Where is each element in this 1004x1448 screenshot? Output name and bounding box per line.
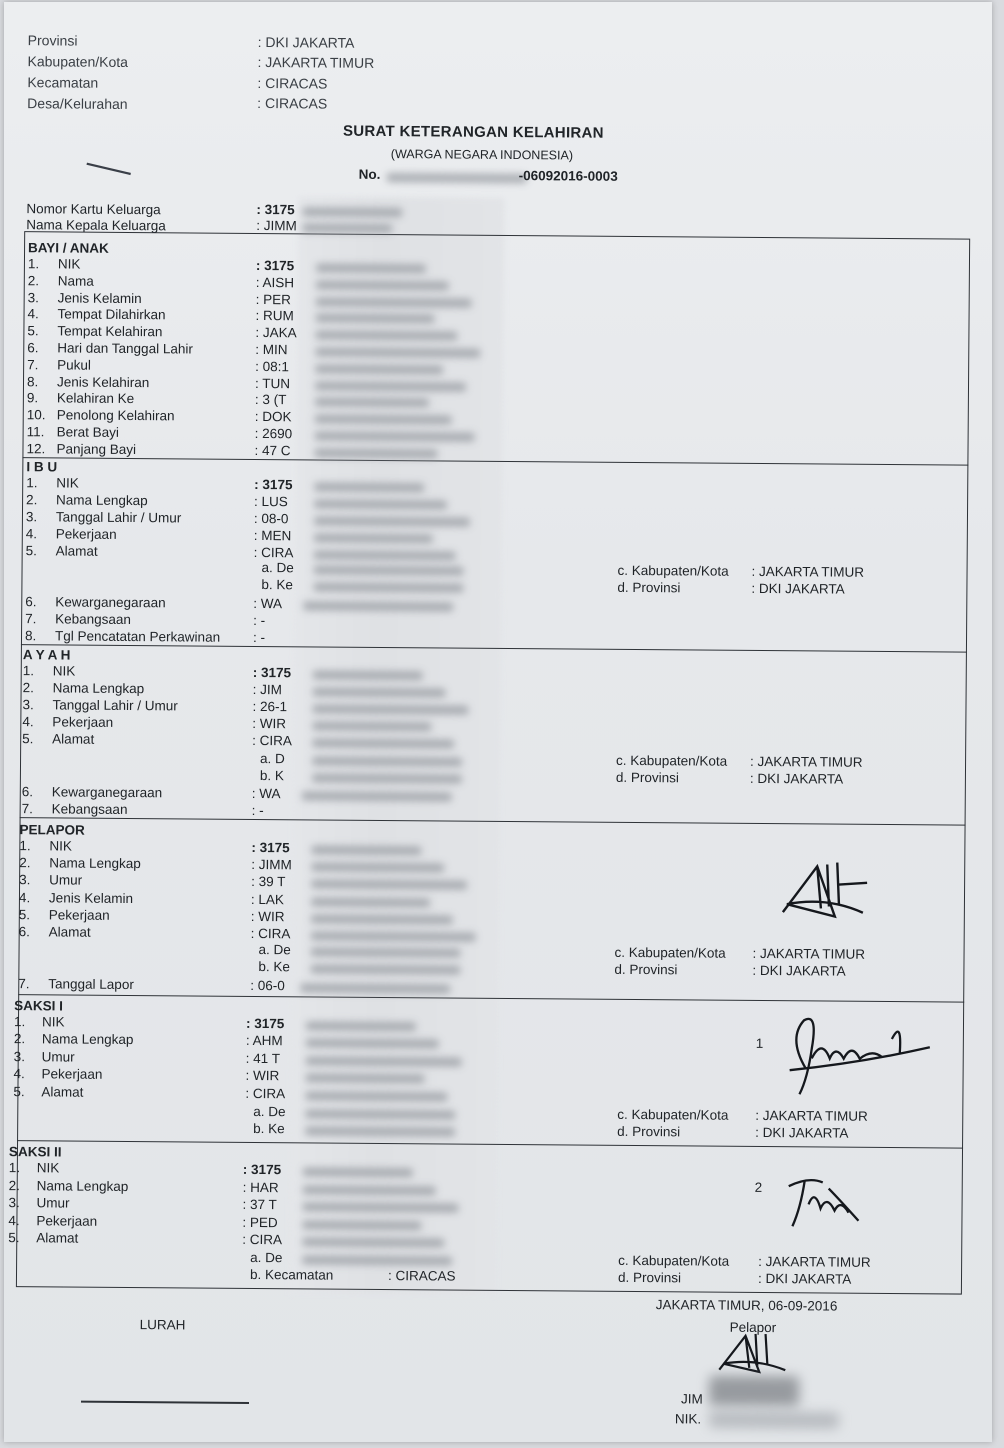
saksi1-provinsi-label: d. Provinsi xyxy=(617,1123,681,1140)
pelapor-redacted-value xyxy=(311,914,453,924)
ayah-redacted-address xyxy=(312,756,462,766)
saksi1-address-desa: a. De xyxy=(253,1103,286,1120)
saksi1-row-value: : WIR xyxy=(245,1068,280,1084)
bayi-row-number: 10. xyxy=(26,407,46,423)
saksi2-section-title: SAKSI II xyxy=(8,1144,62,1160)
ayah-redacted-address xyxy=(312,773,462,783)
saksi1-section-title: SAKSI I xyxy=(14,998,63,1014)
desa-value: : CIRACAS xyxy=(257,94,328,112)
saksi2-address-kecamatan-value: : CIRACAS xyxy=(387,1268,456,1284)
pelapor-row-value: : LAK xyxy=(250,891,285,907)
ibu-row-value: : 08-0 xyxy=(253,510,289,527)
ayah-provinsi-value: : DKI JAKARTA xyxy=(749,770,844,787)
ibu-row-number: 5. xyxy=(25,543,38,559)
bayi-row-number: 12. xyxy=(26,440,46,457)
bayi-section-title: BAYI / ANAK xyxy=(28,240,109,256)
bayi-redacted-value xyxy=(315,415,452,425)
ibu-row-number: 1. xyxy=(26,475,38,491)
ibu-row-value: : - xyxy=(253,612,266,629)
pelapor-row-number: 5. xyxy=(18,906,31,923)
saksi1-redacted-value xyxy=(306,1021,416,1031)
bayi-row-value: : MIN xyxy=(255,341,288,358)
bayi-row-number: 3. xyxy=(27,289,40,305)
ibu-row-label: Kewarganegaraan xyxy=(55,594,166,611)
bayi-row-label: Tempat Dilahirkan xyxy=(57,306,166,323)
pelapor-provinsi-label: d. Provinsi xyxy=(614,961,678,978)
footer-nik-prefix: NIK. xyxy=(674,1411,702,1427)
bayi-row-label: Pukul xyxy=(57,357,91,373)
pelapor-row-label: Nama Lengkap xyxy=(49,855,141,872)
kk-redacted-name xyxy=(302,223,392,233)
pelapor-row-number: 7. xyxy=(18,976,30,992)
bayi-row-number: 5. xyxy=(27,323,39,339)
provinsi-label: Provinsi xyxy=(27,32,78,49)
ayah-kabupaten-value: : JAKARTA TIMUR xyxy=(750,753,863,770)
saksi2-redacted-value xyxy=(302,1238,444,1248)
saksi2-signature-number: 2 xyxy=(754,1179,763,1195)
saksi1-row-value: : 3175 xyxy=(245,1015,285,1032)
bayi-row-number: 8. xyxy=(26,373,39,389)
saksi1-row-value: : AHM xyxy=(245,1033,283,1049)
ayah-row-label: Pekerjaan xyxy=(52,714,114,730)
ibu-redacted-value xyxy=(303,601,453,611)
ibu-row-label: Alamat xyxy=(55,543,98,559)
saksi2-row-value: : 37 T xyxy=(242,1197,277,1213)
bayi-row-number: 11. xyxy=(26,424,45,440)
pelapor-redacted-value xyxy=(311,931,476,941)
kk-redacted-number xyxy=(302,207,402,217)
ibu-row-number: 6. xyxy=(25,594,37,610)
bayi-row-label: NIK xyxy=(57,256,81,272)
pelapor-row-value: : CIRA xyxy=(250,925,291,942)
bayi-row-label: Penolong Kelahiran xyxy=(56,407,175,424)
ibu-row-value: : MEN xyxy=(253,527,292,544)
bayi-redacted-value xyxy=(315,331,457,341)
footer-name-prefix: JIM xyxy=(680,1391,703,1407)
bayi-redacted-value xyxy=(315,347,480,357)
saksi1-provinsi-value: : DKI JAKARTA xyxy=(755,1124,849,1141)
saksi2-address-desa: a. De xyxy=(250,1249,283,1266)
saksi1-redacted-value xyxy=(306,1039,439,1049)
ibu-redacted-address xyxy=(314,565,464,575)
kecamatan-value: : CIRACAS xyxy=(257,74,328,92)
bayi-redacted-value xyxy=(315,398,429,408)
bayi-row-value: : 2690 xyxy=(254,425,293,442)
pelapor-row-label: Alamat xyxy=(48,924,91,940)
ibu-redacted-value xyxy=(314,533,433,543)
ayah-redacted-value xyxy=(312,721,431,731)
bayi-redacted-value xyxy=(316,297,472,307)
document-page xyxy=(4,2,992,1442)
pelapor-signature xyxy=(777,856,874,923)
pelapor-redacted-value xyxy=(300,983,450,993)
pelapor-redacted-value xyxy=(311,897,430,907)
ayah-row-label: Alamat xyxy=(52,731,95,747)
saksi1-redacted-address xyxy=(305,1109,455,1119)
ibu-section-title: I B U xyxy=(26,459,58,475)
bayi-row-number: 1. xyxy=(27,256,40,272)
pelapor-row-value: : JIMM xyxy=(251,857,292,873)
document-number-suffix: -06092016-0003 xyxy=(518,168,618,184)
bayi-row-number: 7. xyxy=(27,356,39,373)
bayi-row-label: Hari dan Tanggal Lahir xyxy=(57,340,193,357)
bayi-row-value: : 08:1 xyxy=(255,358,289,375)
ayah-row-label: Kewarganegaraan xyxy=(51,784,163,801)
pelapor-row-value: : 3175 xyxy=(251,839,290,856)
bayi-row-value: : DOK xyxy=(254,409,292,425)
saksi1-row-label: NIK xyxy=(41,1014,65,1030)
ayah-row-label: Nama Lengkap xyxy=(52,680,145,697)
kabupaten-label: Kabupaten/Kota xyxy=(27,53,129,70)
bayi-row-value: : 47 C xyxy=(254,442,291,459)
ibu-row-number: 2. xyxy=(26,492,38,508)
ibu-row-number: 4. xyxy=(25,526,38,542)
ayah-row-value: : WA xyxy=(251,785,281,802)
saksi1-kabupaten-label: c. Kabupaten/Kota xyxy=(617,1106,729,1123)
ibu-redacted-value xyxy=(314,550,456,560)
ayah-row-label: NIK xyxy=(52,663,76,679)
pelapor-row-number: 2. xyxy=(19,855,31,871)
saksi2-row-label: Pekerjaan xyxy=(36,1213,98,1229)
pelapor-row-label: Umur xyxy=(49,872,83,889)
ibu-row-value: : CIRA xyxy=(253,544,294,561)
redacted-number xyxy=(387,173,527,183)
ibu-kabupaten-label: c. Kabupaten/Kota xyxy=(617,562,729,579)
ibu-row-number: 3. xyxy=(25,509,38,525)
pelapor-row-value: : 39 T xyxy=(251,874,286,890)
ibu-row-label: Tanggal Lahir / Umur xyxy=(55,509,182,526)
saksi2-row-value: : 3175 xyxy=(242,1161,282,1178)
saksi2-row-label: NIK xyxy=(36,1160,60,1176)
kk-number-label: Nomor Kartu Keluarga xyxy=(26,201,161,218)
lurah-signature-line xyxy=(81,1401,249,1404)
ayah-row-number: 2. xyxy=(22,680,34,696)
saksi2-row-number: 2. xyxy=(8,1177,21,1193)
saksi1-row-number: 5. xyxy=(13,1083,25,1099)
ibu-row-label: Nama Lengkap xyxy=(56,492,148,509)
provinsi-value: : DKI JAKARTA xyxy=(257,33,355,51)
saksi2-row-number: 1. xyxy=(8,1160,21,1176)
pelapor-section-title: PELAPOR xyxy=(19,822,85,838)
kk-head-value: : JIMM xyxy=(256,217,297,234)
ibu-row-value: : LUS xyxy=(254,493,288,510)
desa-label: Desa/Kelurahan xyxy=(27,95,128,112)
ibu-redacted-value xyxy=(314,499,447,509)
pelapor-row-value: : WIR xyxy=(250,908,285,925)
ibu-row-label: Pekerjaan xyxy=(55,526,117,542)
kk-head-label: Nama Kepala Keluarga xyxy=(26,217,166,234)
ibu-row-label: NIK xyxy=(56,475,79,491)
ibu-provinsi-label: d. Provinsi xyxy=(617,579,681,596)
bayi-row-value: : 3 (T xyxy=(254,392,287,408)
pelapor-kabupaten-value: : JAKARTA TIMUR xyxy=(752,945,866,962)
document-title: SURAT KETERANGAN KELAHIRAN xyxy=(342,122,604,142)
ayah-row-number: 4. xyxy=(22,714,34,730)
ayah-section-title: A Y A H xyxy=(22,647,71,663)
saksi2-kabupaten-value: : JAKARTA TIMUR xyxy=(758,1253,871,1270)
ayah-address-kecamatan: b. K xyxy=(259,768,285,784)
bayi-row-label: Jenis Kelamin xyxy=(57,290,142,306)
bayi-redacted-value xyxy=(315,314,434,324)
bayi-row-value: : JAKA xyxy=(255,325,297,341)
pelapor-redacted-value xyxy=(311,880,467,890)
pelapor-row-label: NIK xyxy=(49,838,72,854)
pelapor-kabupaten-label: c. Kabupaten/Kota xyxy=(614,944,726,961)
bayi-redacted-value xyxy=(314,448,437,458)
ayah-row-number: 1. xyxy=(22,663,35,679)
ayah-row-value: : 3175 xyxy=(252,664,292,681)
saksi2-address-kecamatan: b. Kecamatan xyxy=(249,1266,334,1283)
ayah-row-value: : JIM xyxy=(252,681,282,698)
ayah-redacted-value xyxy=(313,670,423,680)
ayah-row-value: : CIRA xyxy=(252,732,293,749)
document-sheet xyxy=(4,2,992,1442)
saksi1-row-number: 2. xyxy=(13,1031,26,1047)
pelapor-redacted-address xyxy=(310,964,460,974)
pelapor-redacted-value xyxy=(311,863,444,873)
ibu-row-label: Kebangsaan xyxy=(55,611,132,628)
bayi-row-value: : AISH xyxy=(255,274,295,291)
bayi-row-number: 6. xyxy=(27,340,39,356)
pelapor-row-number: 1. xyxy=(19,838,31,854)
saksi1-row-label: Alamat xyxy=(41,1083,84,1100)
place-date: JAKARTA TIMUR, 06-09-2016 xyxy=(655,1297,838,1314)
ibu-row-number: 8. xyxy=(24,628,37,644)
ibu-redacted-value xyxy=(314,516,470,526)
kabupaten-value: : JAKARTA TIMUR xyxy=(257,53,375,71)
ibu-redacted-value xyxy=(314,482,424,492)
ayah-address-desa: a. D xyxy=(260,751,285,767)
saksi1-redacted-value xyxy=(306,1074,425,1084)
ayah-row-value: : 26-1 xyxy=(252,698,288,715)
saksi1-row-label: Umur xyxy=(41,1049,75,1065)
saksi1-row-value: : CIRA xyxy=(245,1085,286,1101)
pelapor-redacted-value xyxy=(311,845,421,855)
pelapor-label: Pelapor xyxy=(729,1319,777,1336)
ibu-row-label: Tgl Pencatatan Perkawinan xyxy=(54,628,221,645)
saksi1-signature-number: 1 xyxy=(755,1035,764,1051)
saksi2-signature xyxy=(778,1168,868,1233)
saksi2-row-number: 5. xyxy=(8,1230,20,1246)
pelapor-row-number: 4. xyxy=(18,889,31,905)
ayah-row-number: 5. xyxy=(22,731,34,747)
ibu-row-value: : WA xyxy=(253,595,283,612)
bayi-redacted-value xyxy=(315,381,466,391)
ayah-row-number: 7. xyxy=(21,801,33,817)
ayah-row-label: Tanggal Lahir / Umur xyxy=(52,697,178,714)
ayah-redacted-value xyxy=(313,687,446,697)
pelapor-redacted-address xyxy=(311,947,461,957)
saksi1-redacted-address xyxy=(305,1126,455,1136)
ibu-provinsi-value: : DKI JAKARTA xyxy=(751,580,845,597)
saksi2-row-value: : PED xyxy=(242,1214,278,1230)
saksi2-provinsi-label: d. Provinsi xyxy=(617,1269,682,1286)
bayi-row-label: Jenis Kelahiran xyxy=(56,374,150,390)
ayah-row-number: 6. xyxy=(21,784,34,800)
pelapor-row-number: 6. xyxy=(18,924,31,940)
saksi1-redacted-value xyxy=(306,1056,462,1066)
bayi-row-value: : RUM xyxy=(255,308,294,324)
ayah-redacted-value xyxy=(312,704,468,714)
saksi2-row-value: : HAR xyxy=(242,1179,279,1195)
pelapor-address-kecamatan: b. Ke xyxy=(258,959,291,975)
pen-mark xyxy=(85,158,135,178)
ayah-row-value: : - xyxy=(251,802,264,819)
redacted-name xyxy=(709,1376,799,1407)
bayi-row-label: Berat Bayi xyxy=(56,424,119,440)
bayi-row-label: Kelahiran Ke xyxy=(56,390,135,407)
saksi1-row-number: 4. xyxy=(13,1066,25,1082)
kk-number-value: : 3175 xyxy=(256,201,295,218)
bayi-redacted-value xyxy=(316,263,426,273)
ayah-provinsi-label: d. Provinsi xyxy=(615,769,680,786)
footer-pelapor-signature xyxy=(715,1330,795,1377)
bayi-row-number: 9. xyxy=(26,390,39,406)
bayi-redacted-value xyxy=(315,431,475,441)
pelapor-provinsi-value: : DKI JAKARTA xyxy=(752,962,846,979)
saksi2-row-label: Umur xyxy=(36,1195,70,1211)
saksi2-redacted-value xyxy=(303,1185,436,1195)
ibu-kabupaten-value: : JAKARTA TIMUR xyxy=(751,563,865,580)
saksi2-row-number: 3. xyxy=(8,1195,20,1211)
saksi2-redacted-value xyxy=(302,1220,421,1230)
document-subtitle: (WARGA NEGARA INDONESIA) xyxy=(390,147,574,163)
saksi1-kabupaten-value: : JAKARTA TIMUR xyxy=(755,1107,868,1124)
pelapor-row-label: Tanggal Lapor xyxy=(48,976,134,993)
saksi2-row-label: Alamat xyxy=(36,1230,79,1247)
ayah-kabupaten-label: c. Kabupaten/Kota xyxy=(616,752,728,769)
ayah-row-label: Kebangsaan xyxy=(51,801,128,817)
ayah-redacted-value xyxy=(302,791,452,801)
redacted-nik xyxy=(709,1412,839,1429)
saksi1-row-label: Nama Lengkap xyxy=(41,1031,134,1048)
pelapor-row-label: Jenis Kelamin xyxy=(48,889,134,906)
saksi1-signature xyxy=(781,1008,942,1099)
saksi1-redacted-value xyxy=(305,1091,447,1101)
saksi1-row-number: 3. xyxy=(13,1048,26,1064)
ibu-redacted-address xyxy=(313,582,463,592)
bayi-row-value: : PER xyxy=(255,291,291,307)
saksi2-redacted-value xyxy=(303,1167,413,1177)
saksi1-row-label: Pekerjaan xyxy=(41,1066,103,1082)
ayah-redacted-value xyxy=(312,738,454,748)
saksi1-row-value: : 41 T xyxy=(245,1050,281,1066)
pelapor-row-label: Pekerjaan xyxy=(48,907,110,923)
ayah-row-value: : WIR xyxy=(252,715,287,732)
bayi-row-number: 4. xyxy=(27,306,39,322)
bayi-row-value: : TUN xyxy=(254,375,291,391)
kecamatan-label: Kecamatan xyxy=(27,74,99,91)
bayi-redacted-value xyxy=(315,364,443,374)
ayah-row-number: 3. xyxy=(22,697,34,713)
saksi2-redacted-address xyxy=(302,1255,452,1265)
ibu-address-kecamatan: b. Ke xyxy=(261,577,294,593)
saksi2-row-label: Nama Lengkap xyxy=(36,1177,129,1194)
saksi2-row-value: : CIRA xyxy=(242,1232,283,1248)
saksi2-row-number: 4. xyxy=(8,1212,20,1228)
bayi-redacted-value xyxy=(316,280,449,290)
bayi-row-value: : 3175 xyxy=(255,257,295,274)
bayi-row-label: Nama xyxy=(57,273,94,289)
saksi2-kabupaten-label: c. Kabupaten/Kota xyxy=(618,1252,730,1269)
document-number-prefix: No. xyxy=(358,166,381,182)
bayi-row-number: 2. xyxy=(27,272,40,289)
pelapor-address-desa: a. De xyxy=(258,942,291,958)
saksi2-provinsi-value: : DKI JAKARTA xyxy=(757,1270,852,1287)
saksi2-redacted-value xyxy=(303,1203,459,1213)
pelapor-row-number: 3. xyxy=(19,872,31,888)
ibu-row-value: : 3175 xyxy=(254,476,293,493)
pelapor-row-value: : 06-0 xyxy=(250,977,285,994)
bayi-row-label: Panjang Bayi xyxy=(56,441,137,457)
bayi-row-label: Tempat Kelahiran xyxy=(57,323,163,340)
ibu-row-number: 7. xyxy=(25,611,37,627)
lurah-label: LURAH xyxy=(139,1317,186,1333)
ibu-address-desa: a. De xyxy=(261,560,294,576)
saksi1-row-number: 1. xyxy=(13,1014,26,1030)
saksi1-address-kecamatan: b. Ke xyxy=(253,1120,285,1137)
ibu-row-value: : - xyxy=(252,629,266,646)
